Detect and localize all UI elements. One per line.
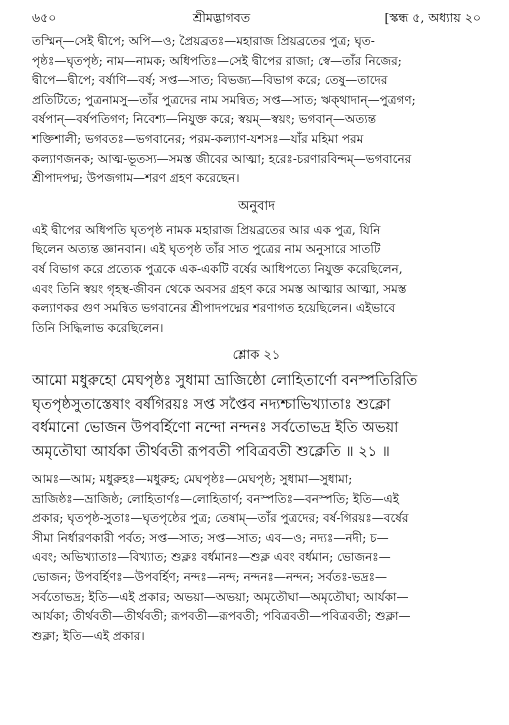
text-line: এবং; অভিখ্যাতাঃ—বিখ্যাত; শুক্লঃ বর্ধমানঃ—শুক্ল এবং বর্ধমান; ভোজনঃ—	[32, 550, 391, 565]
text-line: আর্যকা; তীর্থবতী—তীর্থবতী; রূপবতী—রূপবতী; পবিত্রবতী—পবিত্রবতী; শুক্লা—	[32, 609, 411, 624]
text-line: কল্যাণকর গুণ সমন্বিত ভগবানের শ্রীপাদপদ্মের শরণাগত হয়েছিলেন। এইভাবে	[32, 301, 396, 316]
verse-line: বর্ধমানো ভোজন উপবর্হিণো নন্দো নন্দনঃ সর্বতোভদ্র ইতি অভয়া	[32, 420, 399, 437]
text-line: শুক্লা; ইতি—এই প্রকার।	[32, 628, 145, 643]
verse-line: ঘৃতপৃষ্ঠসুতাস্তেষাং বর্ষগিরয়ঃ সপ্ত সপ্তৈব নদ্যশ্চাভিখ্যাতাঃ শুক্লো	[32, 396, 391, 413]
text-line: ভ্রাজিষ্ঠঃ—ভ্রাজিষ্ঠ; লোহিতার্ণঃ—লোহিতার্ণ; বনস্পতিঃ—বনস্পতি; ইতি—এই	[32, 491, 400, 506]
text-line: ছিলেন অত্যন্ত জ্ঞানবান। এই ঘৃতপৃষ্ঠ তাঁর সাত পুত্রের নাম অনুসারে সাতটি	[32, 242, 381, 257]
text-line: প্রতিটিতে; পুত্রনামসু—তাঁর পুত্রদের নাম সমন্বিত; সপ্ত—সাত; ঋক্থাদান্—পুত্রগণ;	[32, 92, 416, 107]
text-line: পৃষ্ঠঃ—ঘৃতপৃষ্ঠ; নাম—নামক; অধিপতিঃ—সেই দ্বীপের রাজা; স্বে—তাঁর নিজের;	[32, 53, 402, 68]
text-line: বর্ষপান্—বর্ষপতিগণ; নিবেশ্য—নিযুক্ত করে; স্বয়ম্—স্বয়ং; ভগবান্—অত্যন্ত	[32, 112, 376, 127]
translation-heading: অনুবাদ	[238, 198, 275, 214]
verse-text	[32, 370, 481, 464]
verse-line: অমৃতৌঘা আর্যকা তীর্থবতী রূপবতী পবিত্রবতী শুক্লেতি ॥ ২১ ॥	[32, 443, 390, 460]
text-line: আমঃ—আম; মধুরুহঃ—মধুরুহ; মেঘপৃষ্ঠঃ—মেঘপৃষ্ঠ; সুধামা—সুধামা;	[32, 471, 353, 486]
chapter-reference: [স্কন্ধ ৫, অধ্যায় ২০	[384, 10, 481, 25]
text-line: এবং তিনি স্বয়ং গৃহস্থ-জীবন থেকে অবসর গ্রহণ করে সমস্ত আত্মার আত্মা, সমস্ত	[32, 281, 407, 296]
verse-line: আমো মধুরুহো মেঘপৃষ্ঠঃ সুধামা ভ্রাজিষ্ঠো লোহিতার্ণো বনস্পতিরিতি	[32, 373, 418, 390]
synonyms-previous-verse	[32, 32, 481, 189]
page-number: ৬৫০	[32, 10, 57, 25]
book-title: শ্রীমদ্ভাগবত	[192, 10, 251, 25]
text-line: শক্তিশালী; ভগবতঃ—ভগবানের; পরম-কল্যাণ-যশসঃ—যাঁর মহিমা পরম	[32, 131, 364, 146]
text-line: প্রকার; ঘৃতপৃষ্ঠ-সুতাঃ—ঘৃতপৃষ্ঠের পুত্র; তেষাম্—তাঁর পুত্রদের; বর্ষ-গিরয়ঃ—বর্ষের	[32, 511, 409, 526]
text-line: কল্যাণজনক; আত্ম-ভূতস্য—সমস্ত জীবের আত্মা; হরেঃ-চরণারবিন্দম্—ভগবানের	[32, 151, 412, 166]
text-line: তিনি সিদ্ধিলাভ করেছিলেন।	[32, 320, 164, 335]
text-line: এই দ্বীপের অধিপতি ঘৃতপৃষ্ঠ নামক মহারাজ প্রিয়ব্রতের আর এক পুত্র, যিনি	[32, 222, 381, 237]
text-line: শ্রীপাদপদ্ম; উপজগাম—শরণ গ্রহণ করেছেন।	[32, 171, 240, 186]
page-header	[32, 10, 481, 32]
verse-heading: শ্লোক ২১	[232, 348, 281, 364]
text-line: বর্ষ বিভাগ করে প্রত্যেক পুত্রকে এক-একটি বর্ষের আধিপত্যে নিযুক্ত করেছিলেন,	[32, 261, 403, 276]
translation-text	[32, 221, 481, 339]
text-line: দ্বীপে—দ্বীপে; বর্ষাণি—বর্ষ; সপ্ত—সাত; বিভজ্য—বিভাগ করে; তেষু—তাদের	[32, 73, 388, 88]
text-line: সর্বতোভদ্র; ইতি—এই প্রকার; অভয়া—অভয়া; অমৃতৌঘা—অমৃতৌঘা; আর্যকা—	[32, 589, 409, 604]
text-line: ভোজন; উপবর্হিণঃ—উপবর্হিণ; নন্দঃ—নন্দ; নন্দনঃ—নন্দন; সর্বতঃ-ভদ্রঃ—	[32, 569, 388, 584]
text-line: তস্মিন্—সেই দ্বীপে; অপি—ও; প্রৈয়ব্রতঃ—মহারাজ প্রিয়ব্রতের পুত্র; ঘৃত-	[32, 34, 375, 48]
text-line: সীমা নির্ধারণকারী পর্বত; সপ্ত—সাত; সপ্ত—সাত; এব—ও; নদ্যঃ—নদী; চ—	[32, 530, 389, 545]
synonyms-text	[32, 470, 481, 646]
